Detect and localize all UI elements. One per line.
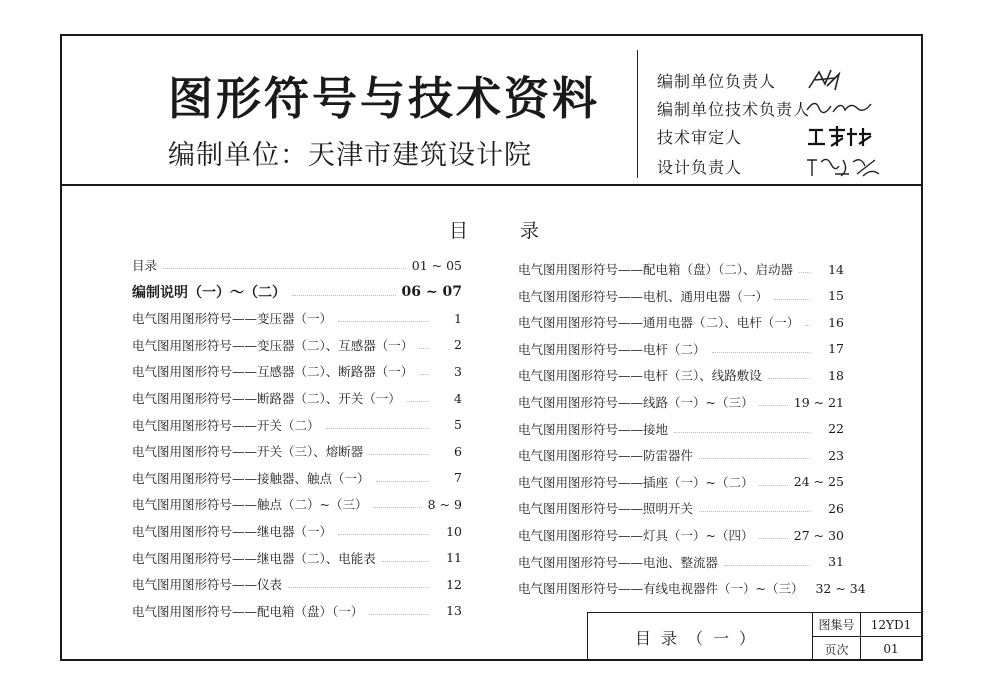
toc-entry-page: 1	[454, 310, 462, 326]
toc-entry-title: 电气图用图形符号——电机、通用电器（一）	[518, 288, 769, 304]
compiler-subtitle: 编制单位：天津市建筑设计院	[168, 140, 532, 171]
toc-entry[interactable]	[518, 392, 844, 412]
dot-leader	[326, 427, 428, 429]
toc-entry-page: 12	[446, 576, 462, 592]
dot-leader	[759, 404, 787, 406]
toc-entry-title: 电气图用图形符号——继电器（二）、电能表	[132, 550, 376, 566]
toc-heading: 目录	[449, 220, 592, 242]
handwritten-signature	[805, 122, 875, 150]
toc-entry-title: 电气图用图形符号——防雷器件	[518, 448, 694, 464]
toc-entry-page: 06 ~ 07	[401, 283, 462, 300]
signature-row	[657, 152, 857, 180]
signature-label: 设计负责人	[657, 157, 743, 177]
dot-leader	[774, 298, 810, 300]
toc-entry-title: 电气图用图形符号——电池、整流器	[518, 554, 719, 570]
dot-leader	[419, 373, 428, 375]
dot-leader	[407, 400, 428, 402]
toc-entry-title: 电气图用图形符号——照明开关	[518, 501, 694, 517]
toc-entry-title: 电气图用图形符号——电杆（三）、线路敷设	[518, 368, 762, 384]
toc-entry-page: 23	[828, 447, 844, 463]
signature-label: 编制单位负责人	[657, 71, 777, 91]
dot-leader	[799, 271, 810, 273]
toc-entry[interactable]	[518, 312, 844, 332]
toc-entry[interactable]	[518, 339, 844, 359]
toc-entry-title: 电气图用图形符号——接地	[518, 421, 669, 437]
toc-entry-title: 电气图用图形符号——继电器（一）	[132, 524, 333, 539]
dot-leader	[369, 613, 428, 615]
toc-entry[interactable]	[132, 521, 462, 541]
toc-entry-title: 电气图用图形符号——通用电器（二）、电杆（一）	[518, 315, 800, 331]
toc-entry-title: 编制说明（一）～（二）	[132, 284, 286, 301]
dot-leader	[712, 351, 810, 353]
toc-entry[interactable]	[518, 445, 844, 465]
toc-entry[interactable]	[132, 548, 462, 568]
header-divider	[60, 184, 923, 186]
signature-divider	[637, 50, 638, 178]
toc-entry-page: 27 ~ 30	[793, 527, 844, 543]
toc-entry-page: 10	[446, 523, 462, 539]
toc-entry-title: 电气图用图形符号——有线电视器件（一）~（三）	[518, 581, 804, 597]
toc-entry-page: 24 ~ 25	[793, 474, 844, 490]
dot-leader	[699, 510, 810, 512]
dot-leader	[373, 506, 421, 508]
toc-entry-title: 电气图用图形符号——触点（二）~（三）	[132, 497, 368, 513]
dot-leader	[288, 586, 428, 588]
toc-entry-page: 13	[446, 603, 462, 619]
toc-entry[interactable]	[132, 494, 462, 514]
title-block-name: 目录（一）	[588, 613, 813, 661]
dot-leader	[768, 377, 810, 379]
toc-entry[interactable]	[518, 498, 844, 518]
toc-entry-page: 3	[454, 363, 462, 379]
toc-entry[interactable]	[132, 335, 462, 355]
toc-entry-title: 电气图用图形符号——开关（二）	[132, 417, 320, 433]
toc-entry-page: 5	[454, 417, 462, 433]
toc-entry-title: 目录	[132, 258, 158, 273]
handwritten-signature	[805, 94, 875, 122]
toc-entry[interactable]	[132, 468, 462, 488]
toc-entry-title: 电气图用图形符号——仪表	[132, 577, 283, 593]
toc-entry-page: 4	[454, 390, 462, 406]
toc-entry-title: 电气图用图形符号——配电箱（盘）（一）	[132, 603, 364, 619]
toc-entry[interactable]	[518, 525, 844, 545]
toc-entry[interactable]	[132, 415, 462, 435]
dot-leader	[724, 564, 810, 566]
signature-row	[657, 122, 857, 150]
toc-entry-title: 电气图用图形符号——灯具（一）~（四）	[518, 528, 754, 543]
toc-entry[interactable]	[518, 552, 844, 572]
toc-entry-title: 电气图用图形符号——插座（一）~（二）	[518, 474, 754, 490]
title-block	[587, 612, 922, 660]
toc-entry-title: 电气图用图形符号——互感器（二）、断路器（一）	[132, 364, 414, 380]
toc-entry[interactable]	[132, 388, 462, 408]
toc-entry-page: 14	[828, 261, 844, 277]
toc-entry-title: 电气图用图形符号——断路器（二）、开关（一）	[132, 391, 401, 406]
toc-entry-page: 15	[828, 288, 844, 304]
toc-entry[interactable]	[132, 255, 462, 275]
dot-leader	[419, 347, 428, 349]
toc-entry[interactable]	[518, 472, 844, 492]
toc-entry-page: 01 ~ 05	[411, 257, 462, 273]
signature-row	[657, 66, 857, 94]
dot-leader	[805, 324, 810, 326]
dot-leader	[376, 480, 428, 482]
toc-entry-page: 6	[454, 443, 462, 459]
atlas-number-value: 12YD1	[861, 613, 921, 637]
dot-leader	[292, 294, 396, 296]
toc-entry-page: 26	[828, 500, 844, 516]
toc-entry-title: 电气图用图形符号——接触器、触点（一）	[132, 470, 370, 486]
toc-entry-page: 7	[454, 470, 462, 486]
dot-leader	[759, 537, 787, 539]
handwritten-signature	[805, 66, 845, 94]
toc-entry[interactable]	[518, 419, 844, 439]
dot-leader	[699, 457, 810, 459]
dot-leader	[369, 453, 428, 455]
toc-entry-page: 8 ~ 9	[427, 496, 462, 512]
page-number-value: 01	[883, 642, 899, 656]
atlas-number-label: 图集号	[813, 613, 861, 637]
toc-entry-page: 17	[828, 341, 844, 357]
signature-label: 编制单位技术负责人	[657, 99, 811, 119]
toc-entry[interactable]	[132, 574, 462, 594]
page-title: 图形符号与技术资料	[168, 72, 601, 125]
toc-entry[interactable]	[132, 361, 462, 381]
toc-entry-page: 32 ~ 34	[815, 580, 866, 596]
toc-entry-page: 19 ~ 21	[793, 394, 844, 410]
page-number-label: 页次	[813, 637, 861, 661]
signature-label: 技术审定人	[657, 127, 743, 147]
signature-row	[657, 94, 857, 122]
toc-entry[interactable]	[518, 365, 844, 385]
toc-entry[interactable]	[132, 282, 462, 302]
toc-entry-title: 电气图用图形符号——线路（一）~（三）	[518, 395, 754, 410]
toc-entry[interactable]	[132, 441, 462, 461]
toc-entry-title: 电气图用图形符号——配电箱（盘）（二）、启动器	[518, 262, 794, 277]
toc-entry[interactable]	[518, 578, 866, 598]
toc-entry-title: 电气图用图形符号——变压器（二）、互感器（一）	[132, 337, 414, 353]
toc-entry-page: 18	[828, 367, 844, 383]
toc-entry-page: 22	[828, 421, 844, 437]
dot-leader	[338, 320, 428, 322]
toc-entry[interactable]	[132, 601, 462, 621]
dot-leader	[382, 560, 428, 562]
toc-entry-title: 电气图用图形符号——变压器（一）	[132, 311, 333, 327]
handwritten-signature	[805, 152, 881, 180]
toc-entry-title: 电气图用图形符号——电杆（二）	[518, 341, 706, 357]
toc-entry[interactable]	[132, 308, 462, 328]
dot-leader	[338, 533, 428, 535]
toc-entry[interactable]	[518, 286, 844, 306]
toc-entry-page: 31	[828, 554, 844, 570]
toc-entry[interactable]	[518, 259, 844, 279]
dot-leader	[163, 267, 406, 269]
dot-leader	[674, 431, 810, 433]
toc-entry-page: 16	[828, 314, 844, 330]
dot-leader	[759, 484, 787, 486]
toc-entry-title: 电气图用图形符号——开关（三）、熔断器	[132, 444, 364, 460]
toc-entry-page: 2	[454, 337, 462, 353]
toc-entry-page: 11	[446, 550, 462, 566]
